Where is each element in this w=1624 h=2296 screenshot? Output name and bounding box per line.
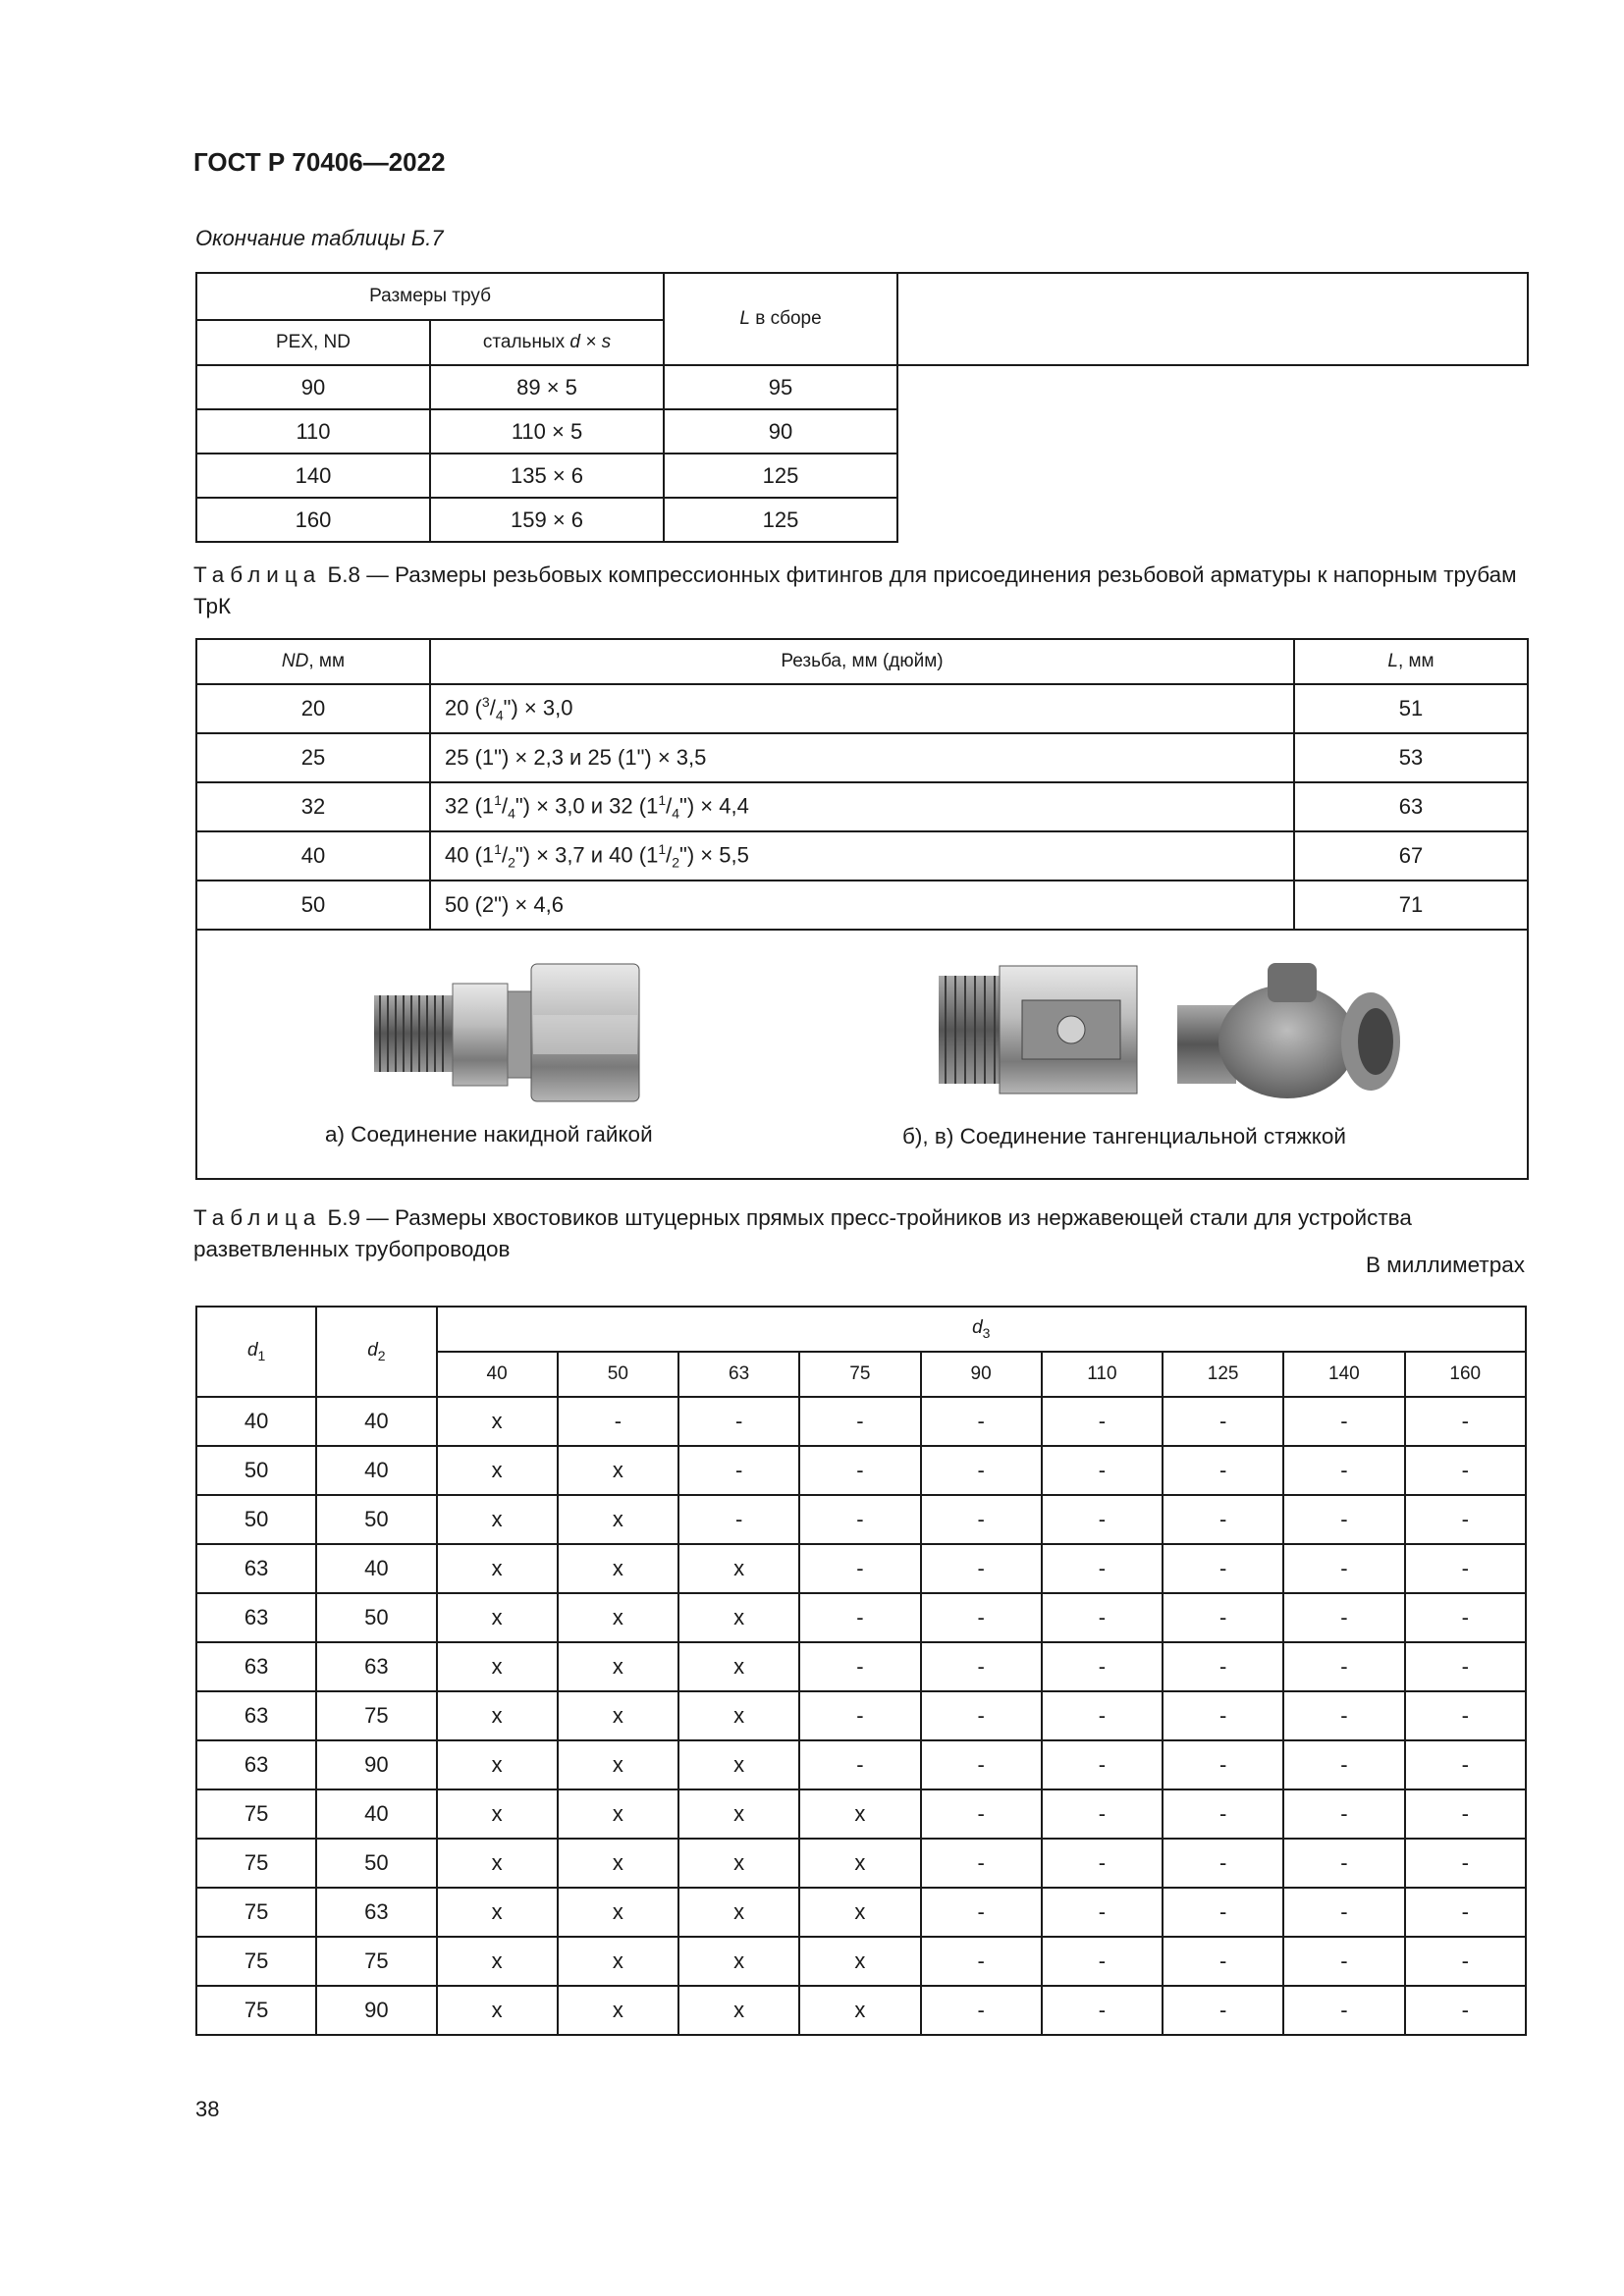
cell-mark: - xyxy=(1405,1839,1527,1888)
cell-mark: x xyxy=(437,1986,558,2035)
table-b7 xyxy=(195,272,1529,543)
cell-mark: - xyxy=(921,1740,1042,1789)
cell-mark: x xyxy=(437,1642,558,1691)
header-steel: стальных d × s xyxy=(430,320,664,365)
cell-mark: x xyxy=(678,1986,799,2035)
table-b9 xyxy=(195,1306,1527,2036)
cell-mark: x xyxy=(437,1397,558,1446)
cell-mark: - xyxy=(1163,1495,1283,1544)
cell-d1: 75 xyxy=(196,1839,316,1888)
cell-mark: - xyxy=(1163,1789,1283,1839)
cell-mark: x xyxy=(558,1986,678,2035)
cell-mark: x xyxy=(558,1937,678,1986)
cell-mark: - xyxy=(799,1642,920,1691)
tangential-clamp-fitting-image xyxy=(934,956,1150,1103)
cell-mark: - xyxy=(1283,1789,1404,1839)
cell-mark: - xyxy=(1405,1495,1527,1544)
cell-mark: - xyxy=(1163,1446,1283,1495)
cell-mark: x xyxy=(558,1593,678,1642)
table-b8 xyxy=(195,638,1529,1180)
header-nd: ND, мм xyxy=(196,639,430,684)
table-row xyxy=(196,684,1528,733)
cell-mark: - xyxy=(799,1495,920,1544)
cell-nd: 40 xyxy=(196,831,430,881)
cell-steel: 135 × 6 xyxy=(430,454,664,498)
cell-mark: - xyxy=(1042,1495,1163,1544)
header-d3-value: 50 xyxy=(558,1352,678,1397)
cell-l: 90 xyxy=(664,409,897,454)
cell-mark: - xyxy=(1405,1691,1527,1740)
cell-nd: 32 xyxy=(196,782,430,831)
cell-mark: - xyxy=(1283,1642,1404,1691)
cell-d1: 75 xyxy=(196,1888,316,1937)
cell-mark: - xyxy=(921,1839,1042,1888)
cell-mark: - xyxy=(1042,1397,1163,1446)
cell-mark: x xyxy=(558,1740,678,1789)
table-row xyxy=(196,831,1528,881)
cell-mark: - xyxy=(1163,1544,1283,1593)
cell-mark: x xyxy=(678,1642,799,1691)
cell-d2: 90 xyxy=(316,1740,436,1789)
cell-mark: - xyxy=(921,1495,1042,1544)
table-b9-caption: Таблица Б.9 — Размеры хвостовиков штуцерных прямых пресс-тройников из нержавеющей стали для устройства разветвленных трубопроводов xyxy=(193,1205,1412,1261)
cell-l: 67 xyxy=(1294,831,1528,881)
header-d3-value: 125 xyxy=(1163,1352,1283,1397)
cell-l: 125 xyxy=(664,498,897,542)
cell-mark: - xyxy=(1163,1691,1283,1740)
cell-mark: x xyxy=(678,1839,799,1888)
cell-mark: x xyxy=(678,1691,799,1740)
cell-mark: - xyxy=(678,1397,799,1446)
cell-mark: - xyxy=(921,1642,1042,1691)
cell-mark: x xyxy=(558,1789,678,1839)
cell-d1: 75 xyxy=(196,1986,316,2035)
cell-mark: x xyxy=(437,1888,558,1937)
cell-mark: - xyxy=(921,1789,1042,1839)
cell-mark: - xyxy=(799,1544,920,1593)
cell-mark: x xyxy=(437,1593,558,1642)
cell-mark: - xyxy=(1405,1397,1527,1446)
table-row xyxy=(196,1544,1526,1593)
cell-d1: 75 xyxy=(196,1937,316,1986)
table-row xyxy=(196,1888,1526,1937)
cell-mark: - xyxy=(558,1397,678,1446)
cell-thread: 20 $(^3/_4") \times 3,0$ xyxy=(430,684,1294,733)
cell-mark: - xyxy=(1405,1740,1527,1789)
cell-mark: - xyxy=(1405,1446,1527,1495)
cell-mark: - xyxy=(921,1691,1042,1740)
cell-mark: x xyxy=(678,1888,799,1937)
cell-mark: x xyxy=(558,1495,678,1544)
cell-steel: 110 × 5 xyxy=(430,409,664,454)
cell-mark: - xyxy=(1283,1495,1404,1544)
cell-mark: - xyxy=(1283,1740,1404,1789)
header-d3-value: 90 xyxy=(921,1352,1042,1397)
header-l-assembled: L в сборе xyxy=(664,273,897,365)
cell-mark: x xyxy=(437,1691,558,1740)
cell-mark: - xyxy=(1405,1789,1527,1839)
cell-mark: - xyxy=(678,1446,799,1495)
cell-d1: 50 xyxy=(196,1446,316,1495)
cell-mark: - xyxy=(1042,1839,1163,1888)
cell-nd: 20 xyxy=(196,684,430,733)
cell-d2: 40 xyxy=(316,1397,436,1446)
cell-d1: 75 xyxy=(196,1789,316,1839)
header-d3-value: 110 xyxy=(1042,1352,1163,1397)
cell-mark: - xyxy=(799,1691,920,1740)
table-row xyxy=(196,1691,1526,1740)
cell-mark: x xyxy=(558,1888,678,1937)
cell-mark: x xyxy=(799,1839,920,1888)
cell-d2: 63 xyxy=(316,1888,436,1937)
cell-mark: - xyxy=(1042,1789,1163,1839)
cell-l: 53 xyxy=(1294,733,1528,782)
table-row xyxy=(196,365,1528,409)
cell-mark: - xyxy=(1283,1544,1404,1593)
cell-mark: - xyxy=(1042,1544,1163,1593)
table-row xyxy=(196,454,1528,498)
cell-mark: x xyxy=(558,1544,678,1593)
cell-d1: 63 xyxy=(196,1642,316,1691)
cell-mark: - xyxy=(1163,1986,1283,2035)
cell-mark: - xyxy=(921,1986,1042,2035)
cell-mark: x xyxy=(558,1839,678,1888)
cell-mark: x xyxy=(678,1937,799,1986)
header-d2: $d_2$ xyxy=(316,1307,436,1397)
cell-mark: - xyxy=(1283,1446,1404,1495)
cell-mark: x xyxy=(558,1691,678,1740)
cell-thread: 50 (2") × 4,6 xyxy=(430,881,1294,930)
cell-mark: - xyxy=(1042,1986,1163,2035)
cell-mark: x xyxy=(437,1839,558,1888)
cell-mark: x xyxy=(799,1789,920,1839)
table-row xyxy=(196,1495,1526,1544)
units-label: В миллиметрах xyxy=(1366,1253,1525,1277)
table-b7-caption: Окончание таблицы Б.7 xyxy=(195,226,444,250)
cell-mark: - xyxy=(1163,1397,1283,1446)
table-row xyxy=(196,1986,1526,2035)
table-row xyxy=(196,1397,1526,1446)
cell-pex: 110 xyxy=(196,409,430,454)
cell-d1: 63 xyxy=(196,1740,316,1789)
cell-mark: - xyxy=(1283,1888,1404,1937)
cell-mark: - xyxy=(1042,1642,1163,1691)
cell-mark: - xyxy=(921,1544,1042,1593)
cell-l: 63 xyxy=(1294,782,1528,831)
cell-mark: - xyxy=(1405,1888,1527,1937)
table-row xyxy=(196,409,1528,454)
cell-mark: x xyxy=(799,1986,920,2035)
cell-mark: - xyxy=(1283,1839,1404,1888)
cell-mark: x xyxy=(437,1544,558,1593)
cell-mark: x xyxy=(437,1446,558,1495)
table-row xyxy=(196,1789,1526,1839)
cell-mark: - xyxy=(1042,1888,1163,1937)
page-number: 38 xyxy=(195,2097,220,2121)
cell-mark: - xyxy=(1283,1937,1404,1986)
cell-d1: 50 xyxy=(196,1495,316,1544)
valve-body-fitting-image xyxy=(1169,948,1405,1105)
cell-d2: 50 xyxy=(316,1839,436,1888)
cell-mark: x xyxy=(558,1446,678,1495)
cell-d1: 63 xyxy=(196,1544,316,1593)
cell-mark: - xyxy=(1042,1446,1163,1495)
cell-mark: x xyxy=(437,1937,558,1986)
header-d1: $d_1$ xyxy=(196,1307,316,1397)
cell-mark: - xyxy=(799,1740,920,1789)
cell-mark: - xyxy=(1163,1642,1283,1691)
cell-mark: - xyxy=(1283,1691,1404,1740)
table-b8-caption: Таблица Б.8 — Размеры резьбовых компрессионных фитингов для присоединения резьбовой арматуры к напорным трубам ТрК xyxy=(193,562,1517,618)
header-d3: $d_3$ xyxy=(437,1307,1527,1352)
cell-pex: 90 xyxy=(196,365,430,409)
table-row xyxy=(196,1446,1526,1495)
cell-mark: - xyxy=(1405,1544,1527,1593)
cell-pex: 160 xyxy=(196,498,430,542)
cell-l: 51 xyxy=(1294,684,1528,733)
cell-mark: - xyxy=(921,1593,1042,1642)
cell-d2: 50 xyxy=(316,1593,436,1642)
cell-l: 95 xyxy=(664,365,897,409)
cell-pex: 140 xyxy=(196,454,430,498)
cell-mark: - xyxy=(1163,1740,1283,1789)
cell-mark: x xyxy=(437,1495,558,1544)
table-row xyxy=(196,1593,1526,1642)
header-d3-value: 140 xyxy=(1283,1352,1404,1397)
cell-mark: - xyxy=(1405,1937,1527,1986)
header-d3-value: 40 xyxy=(437,1352,558,1397)
cell-mark: - xyxy=(1283,1986,1404,2035)
cell-mark: - xyxy=(1405,1986,1527,2035)
cell-nd: 25 xyxy=(196,733,430,782)
cell-mark: - xyxy=(678,1495,799,1544)
union-nut-fitting-image xyxy=(364,956,649,1103)
cell-mark: - xyxy=(1283,1397,1404,1446)
table-row xyxy=(196,1642,1526,1691)
cell-mark: - xyxy=(1042,1937,1163,1986)
cell-d1: 40 xyxy=(196,1397,316,1446)
cell-thread: 25 (1") × 2,3 и 25 (1") × 3,5 xyxy=(430,733,1294,782)
cell-mark: x xyxy=(558,1642,678,1691)
table-row xyxy=(196,1740,1526,1789)
cell-mark: x xyxy=(799,1937,920,1986)
cell-mark: x xyxy=(799,1888,920,1937)
cell-mark: - xyxy=(1042,1593,1163,1642)
cell-mark: x xyxy=(678,1593,799,1642)
cell-mark: - xyxy=(1405,1593,1527,1642)
table-row xyxy=(196,1839,1526,1888)
cell-mark: - xyxy=(921,1937,1042,1986)
cell-mark: - xyxy=(1042,1740,1163,1789)
cell-mark: - xyxy=(921,1397,1042,1446)
figure-cell xyxy=(196,930,1528,1179)
cell-d2: 63 xyxy=(316,1642,436,1691)
header-d3-value: 75 xyxy=(799,1352,920,1397)
cell-mark: x xyxy=(437,1740,558,1789)
cell-l: 125 xyxy=(664,454,897,498)
cell-d2: 50 xyxy=(316,1495,436,1544)
table-row xyxy=(196,733,1528,782)
cell-mark: - xyxy=(921,1446,1042,1495)
cell-steel: 89 × 5 xyxy=(430,365,664,409)
cell-mark: x xyxy=(678,1544,799,1593)
cell-d2: 90 xyxy=(316,1986,436,2035)
cell-mark: - xyxy=(1163,1593,1283,1642)
cell-thread: 32 $(1^1/_4") \times 3,0$ и 32 $(1^1/_4") \times 4,4$ xyxy=(430,782,1294,831)
figure-a-caption: а) Соединение накидной гайкой xyxy=(325,1122,653,1147)
table-row xyxy=(196,881,1528,930)
header-l: L, мм xyxy=(1294,639,1528,684)
cell-mark: - xyxy=(1163,1839,1283,1888)
header-pipe-sizes: Размеры труб xyxy=(196,273,664,320)
figure-bc-caption: б), в) Соединение тангенциальной стяжкой xyxy=(902,1124,1346,1148)
cell-d2: 40 xyxy=(316,1446,436,1495)
header-thread: Резьба, мм (дюйм) xyxy=(430,639,1294,684)
cell-mark: - xyxy=(799,1593,920,1642)
cell-mark: - xyxy=(1042,1691,1163,1740)
cell-l: 71 xyxy=(1294,881,1528,930)
cell-nd: 50 xyxy=(196,881,430,930)
header-d3-value: 160 xyxy=(1405,1352,1527,1397)
cell-mark: - xyxy=(921,1888,1042,1937)
cell-d2: 75 xyxy=(316,1691,436,1740)
cell-d2: 75 xyxy=(316,1937,436,1986)
document-header: ГОСТ Р 70406—2022 xyxy=(193,147,446,177)
cell-d1: 63 xyxy=(196,1691,316,1740)
cell-d2: 40 xyxy=(316,1544,436,1593)
cell-steel: 159 × 6 xyxy=(430,498,664,542)
table-row xyxy=(196,1937,1526,1986)
cell-mark: - xyxy=(799,1446,920,1495)
cell-mark: - xyxy=(1163,1937,1283,1986)
cell-mark: - xyxy=(1163,1888,1283,1937)
cell-d2: 40 xyxy=(316,1789,436,1839)
header-pex-nd: PEX, ND xyxy=(196,320,430,365)
cell-mark: - xyxy=(1283,1593,1404,1642)
cell-mark: x xyxy=(678,1740,799,1789)
blank-area xyxy=(897,273,1528,365)
table-row xyxy=(196,782,1528,831)
cell-d1: 63 xyxy=(196,1593,316,1642)
cell-mark: - xyxy=(799,1397,920,1446)
cell-mark: x xyxy=(437,1789,558,1839)
cell-mark: - xyxy=(1405,1642,1527,1691)
table-row xyxy=(196,498,1528,542)
header-d3-value: 63 xyxy=(678,1352,799,1397)
cell-thread: 40 $(1^1/_2") \times 3,7$ и 40 $(1^1/_2") \times 5,5$ xyxy=(430,831,1294,881)
cell-mark: x xyxy=(678,1789,799,1839)
